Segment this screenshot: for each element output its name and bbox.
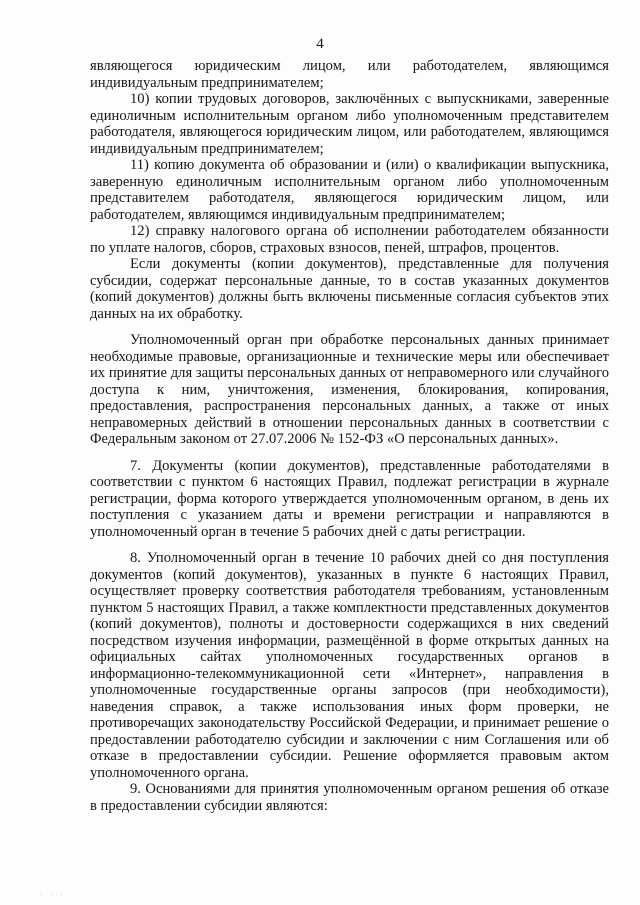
paragraph-item-12: 12) справку налогового органа об исполнении работодателем обязанности по уплате налогов, сборов, страховых взносов, пеней, штрафов, процентов.: [90, 223, 609, 256]
paragraph-continuation: являющегося юридическим лицом, или работодателем, являющимся индивидуальным предпринимателем;: [90, 58, 609, 91]
scan-artifact: · · ·: [40, 891, 66, 899]
paragraph-item-11: 11) копию документа об образовании и (или) о квалификации выпускника, заверенную единоличным исполнительным органом либо уполномоченным представителем работодателя, являющегося юридическим лицом, или работодателем, являющимся индивидуальным предпринимателем;: [90, 157, 609, 223]
paragraph-section-7: 7. Документы (копии документов), представленные работодателями в соответствии с пунктом 6 настоящих Правил, подлежат регистрации в журнале регистрации, форма которого утверждается уполномоченным органом, в день их поступления с указанием даты и времени регистрации и направляются в уполномоченный орган в течение 5 рабочих дней с даты регистрации.: [90, 457, 609, 540]
paragraph-section-8: 8. Уполномоченный орган в течение 10 рабочих дней со дня поступления документов (копий документов), указанных в пункте 6 настоящих Правил, осуществляет проверку соответствия работодателя требованиям, установленным пунктом 5 настоящих Правил, а также комплектности представленных документов (копий документов), полноты и достоверности содержащихся в них сведений посредством изучения информации, размещённой в форме открытых данных на официальных сайтах уполномоченных государственных органов в информационно-телекоммуникационной сети «Интернет», направления в уполномоченные государственные органы запросов (при необходимости), наведения справок, а также использования иных форм проверки, не противоречащих законодательству Российской Федерации, и принимает решение о предоставлении работодателю субсидии и заключении с ним Соглашения или об отказе в предоставлении субсидии. Решение оформляется правовым актом уполномоченного органа.: [90, 550, 609, 781]
paragraph-section-9: 9. Основаниями для принятия уполномоченным органом решения об отказе в предоставлении субсидии являются:: [90, 781, 609, 814]
paragraph-personal-data-protection: Уполномоченный орган при обработке персональных данных принимает необходимые правовые, организационные и технические меры или обеспечивает их принятие для защиты персональных данных от неправомерного или случайного доступа к ним, уничтожения, изменения, блокирования, копирования, предоставления, распространения персональных данных, а также от иных неправомерных действий в отношении персональных данных в соответствии с Федеральным законом от 27.07.2006 № 152-ФЗ «О персональных данных».: [90, 332, 609, 447]
paragraph-personal-data-consent: Если документы (копии документов), представленные для получения субсидии, содержат персональные данные, то в состав указанных документов (копий документов) должны быть включены письменные согласия субъектов этих данных на их обработку.: [90, 256, 609, 322]
document-body: [90, 58, 609, 814]
paragraph-item-10: 10) копии трудовых договоров, заключённых с выпускниками, заверенные единоличным исполнительным органом либо уполномоченным представителем работодателя, являющегося юридическим лицом, или работодателем, являющимся индивидуальным предпринимателем;: [90, 91, 609, 157]
page-number: 4: [316, 36, 324, 52]
